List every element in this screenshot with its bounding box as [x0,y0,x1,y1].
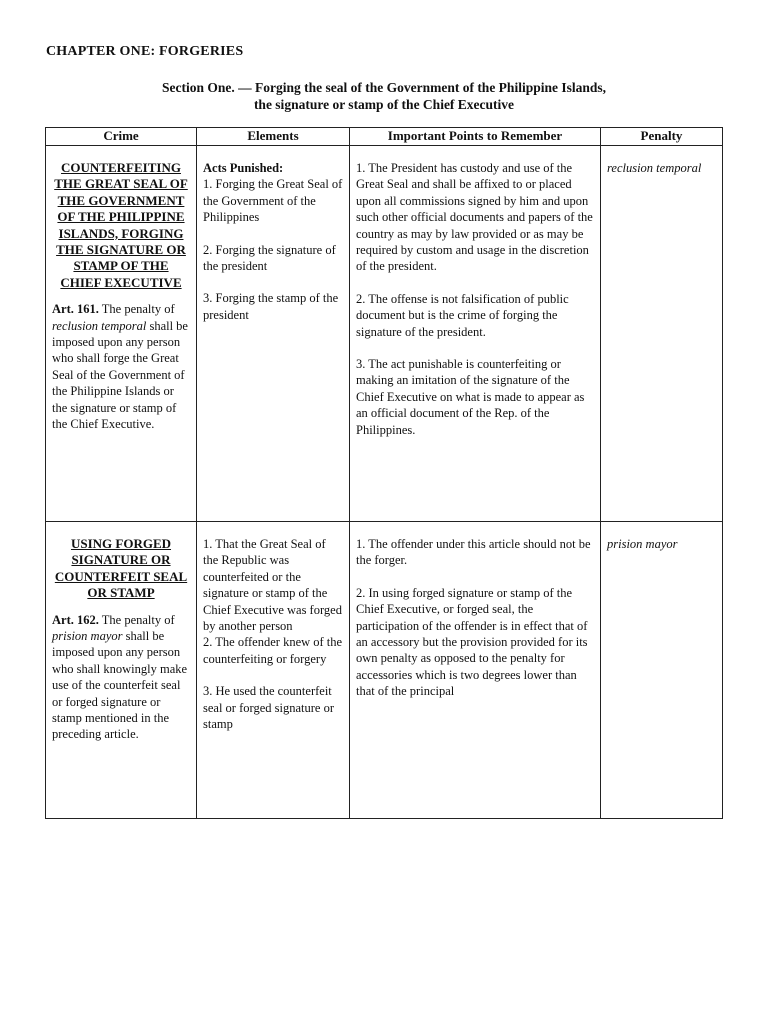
element-item: 3. Forging the stamp of the president [203,291,339,322]
article-text-post: shall be imposed upon any person who shall forge the Great Seal of the Government of the Philippine Islands or the signature or stamp of the Chief Executive. [52,318,188,432]
crime-cell [46,146,197,522]
crime-name: USING FORGED SIGNATURE OR COUNTERFEIT SEAL OR STAMP [54,536,188,601]
article-text-pre: The penalty of [98,302,175,317]
crimes-table [45,127,723,819]
article-penalty: reclusion temporal [52,318,147,333]
header-elements: Elements [197,128,350,146]
point-item: 1. The President has custody and use of the Great Seal and shall be affixed to or placed upon all commissions signed by him and upon such other official documents and papers of the country as may by law provided or as may be required by custom and usage in the discretion of the president. [356,161,593,274]
penalty-cell [601,522,723,819]
elements-heading: Acts Punished: [203,161,284,175]
penalty-text: reclusion temporal [607,161,702,175]
article-text-post: shall be imposed upon any person who shall knowingly make use of the counterfeit seal or forged signature or stamp mentioned in the preceding article. [52,629,188,742]
header-important-points: Important Points to Remember [350,128,601,146]
article-number: Art. 162. [52,612,99,627]
chapter-title: CHAPTER ONE: FORGERIES [46,44,244,59]
article-text [52,612,190,743]
point-item: 2. In using forged signature or stamp of the Chief Executive, or forged seal, the participation of the offender is in effect that of an accessory but the provision provided for its own penalty as opposed to the penalty for accessories which is two degrees lower than that of the principal [356,585,588,699]
table-row [46,522,723,819]
article-text-pre: The penalty of [98,612,175,627]
points-cell [350,522,601,819]
point-item: 1. The offender under this article should not be the forger. [356,537,591,568]
elements-cell [197,146,350,522]
penalty-cell [601,146,723,522]
point-item: 3. The act punishable is counterfeiting or making an imitation of the signature of the Chief Executive on what is made to appear as an official document of the Rep. of the Philippines. [356,357,585,437]
element-item: 2. The offender knew of the counterfeiting or forgery [203,635,343,666]
table-header-row [46,128,723,146]
article-text [52,301,190,432]
article-number: Art. 161. [52,302,99,317]
points-cell [350,146,601,522]
header-penalty: Penalty [601,128,723,146]
element-item: 3. He used the counterfeit seal or forged signature or stamp [203,684,334,732]
elements-cell [197,522,350,819]
article-penalty: prision mayor [52,629,123,644]
header-crime: Crime [46,128,197,146]
table-row [46,146,723,522]
crime-name: COUNTERFEITING THE GREAT SEAL OF THE GOVERNMENT OF THE PHILIPPINE ISLANDS, FORGING THE SIGNATURE OR STAMP OF THE CHIEF EXECUTIVE [54,160,188,290]
element-item: 1. That the Great Seal of the Republic was counterfeited or the signature or stamp of the Chief Executive was forged by another person [203,537,342,634]
penalty-text: prision mayor [607,537,678,551]
section-title [46,79,722,113]
section-title-line-2: the signature or stamp of the Chief Executive [253,97,515,112]
element-item: 2. Forging the signature of the president [203,242,336,274]
point-item: 2. The offense is not falsification of public document but is the crime of forging the signature of the president. [356,291,569,339]
element-item: 1. Forging the Great Seal of the Government of the Philippines [203,177,343,225]
section-title-line-1: Section One. — Forging the seal of the Government of the Philippine Islands, [161,80,606,95]
crime-cell [46,522,197,819]
